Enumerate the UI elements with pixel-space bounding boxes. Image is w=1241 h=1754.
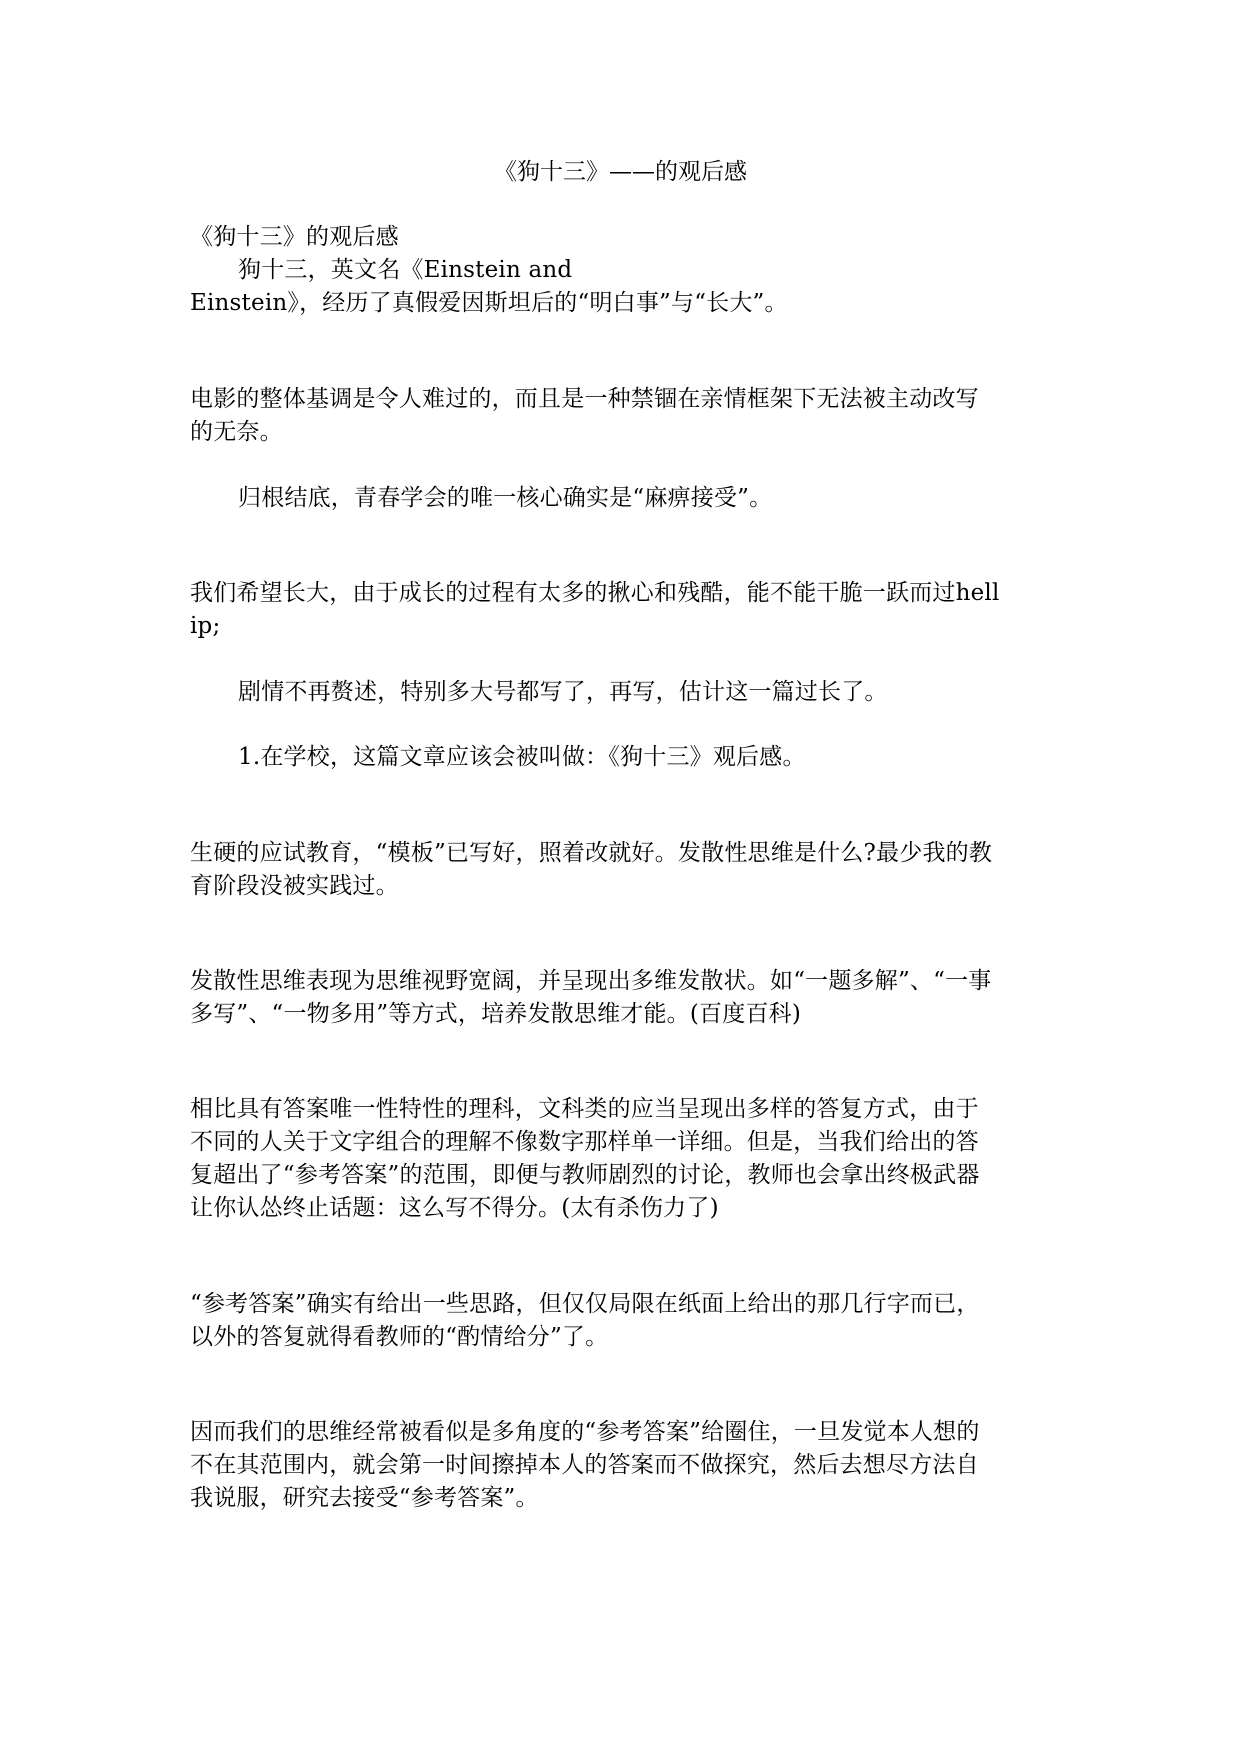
paragraph-line: 相比具有答案唯一性特性的理科，文科类的应当呈现出多样的答复方式，由于 [190, 1096, 979, 1122]
paragraph-line: 育阶段没被实践过。 [190, 873, 399, 899]
paragraph-line: 狗十三，英文名《Einstein and [238, 257, 573, 283]
paragraph-line: 以外的答复就得看教师的“酌情给分”了。 [190, 1324, 609, 1350]
paragraph-line: 1.在学校，这篇文章应该会被叫做：《狗十三》观后感。 [238, 744, 806, 770]
paragraph-line: 因而我们的思维经常被看似是多角度的“参考答案”给圈住，一旦发觉本人想的 [190, 1419, 980, 1445]
document-title: 《狗十三》——的观后感 [494, 159, 747, 185]
paragraph-line: 的无奈。 [190, 419, 283, 445]
paragraph-line: 不在其范围内，就会第一时间擦掉本人的答案而不做探究，然后去想尽方法自 [190, 1452, 979, 1478]
paragraph-line: 复超出了“参考答案”的范围，即便与教师剧烈的讨论，教师也会拿出终极武器 [190, 1162, 980, 1188]
paragraph-line: 归根结底，青春学会的唯一核心确实是“麻痹接受”。 [238, 485, 773, 511]
paragraph-line: 我们希望长大，由于成长的过程有太多的揪心和残酷，能不能干脆一跃而过hell [190, 580, 1000, 606]
paragraph-line: Einstein》，经历了真假爱因斯坦后的“明白事”与“长大”。 [190, 290, 788, 316]
paragraph-line: 我说服，研究去接受“参考答案”。 [190, 1485, 539, 1511]
subtitle: 《狗十三》的观后感 [190, 224, 399, 250]
paragraph-line: 发散性思维表现为思维视野宽阔，并呈现出多维发散状。如“一题多解”、“一事 [190, 968, 992, 994]
paragraph-line: ip; [190, 613, 221, 639]
paragraph-line: 不同的人关于文字组合的理解不像数字那样单一详细。但是，当我们给出的答 [190, 1129, 979, 1155]
paragraph-line: 生硬的应试教育，“模板”已写好，照着改就好。发散性思维是什么?最少我的教 [190, 840, 993, 866]
paragraph-line: 让你认怂终止话题：这么写不得分。(太有杀伤力了) [190, 1195, 719, 1221]
paragraph-line: 多写”、“一物多用”等方式，培养发散思维才能。(百度百科) [190, 1001, 802, 1027]
paragraph-line: “参考答案”确实有给出一些思路，但仅仅局限在纸面上给出的那几行字而已， [190, 1291, 980, 1317]
paragraph-line: 剧情不再赘述，特别多大号都写了，再写，估计这一篇过长了。 [238, 679, 888, 705]
paragraph-line: 电影的整体基调是令人难过的，而且是一种禁锢在亲情框架下无法被主动改写 [190, 386, 979, 412]
